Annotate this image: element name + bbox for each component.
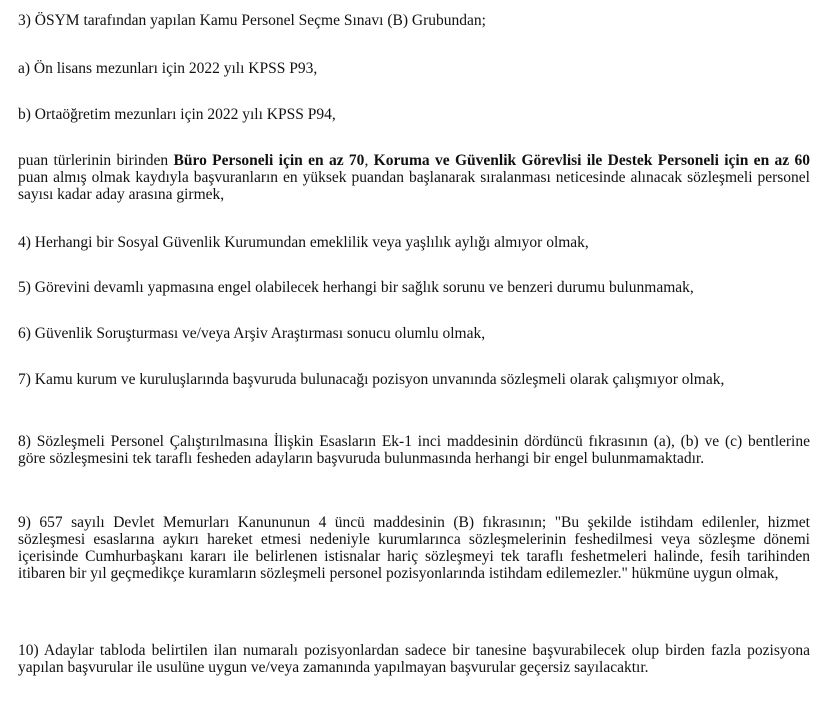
score-text-3: puan almış olmak kaydıyla başvuranların en yüksek puandan başlanarak sıralanması neticesinde alınacak sözleşmeli personel sayısı kadar aday arasına girmek, [18, 169, 810, 203]
score-office-staff: Büro Personeli için en az 70 [173, 152, 365, 169]
clause-score-requirement [18, 152, 810, 203]
clause-4: 4) Herhangi bir Sosyal Güvenlik Kurumundan emeklilik veya yaşlılık aylığı almıyor olmak, [18, 234, 589, 251]
score-security-support-staff: Koruma ve Güvenlik Görevlisi ile Destek Personeli için en az 60 [373, 152, 811, 169]
clause-10: 10) Adaylar tabloda belirtilen ilan numaralı pozisyonlardan sadece bir tanesine başvurabilecek olup birden fazla pozisyona yapılan başvurular ile usulüne uygun ve/veya zamanında yapılmayan başvurular geçersiz sayılacaktır. [18, 642, 810, 676]
clause-3: 3) ÖSYM tarafından yapılan Kamu Personel Seçme Sınavı (B) Grubundan; [18, 12, 486, 29]
clause-5: 5) Görevini devamlı yapmasına engel olabilecek herhangi bir sağlık sorunu ve benzeri durumu bulunmamak, [18, 279, 694, 296]
clause-9: 9) 657 sayılı Devlet Memurları Kanununun 4 üncü maddesinin (B) fıkrasının; "Bu şekilde istihdam edilenler, hizmet sözleşmesi esaslarına aykırı hareket etmesi nedeniyle kurumlarınca sözleşmelerinin feshedilmesi veya sözleşme dönemi içerisinde Cumhurbaşkanı kararı ile belirlenen istisnalar hariç sözleşmeyi tek taraflı feshetmeleri halinde, fesih tarihinden itibaren bir yıl geçmedikçe kuramların sözleşmeli personel pozisyonlarında istihdam edilemezler." hükmüne uygun olmak, [18, 514, 810, 582]
score-text-2: , [364, 152, 374, 169]
clause-3a: a) Ön lisans mezunları için 2022 yılı KPSS P93, [18, 60, 318, 77]
clause-3b: b) Ortaöğretim mezunları için 2022 yılı KPSS P94, [18, 106, 336, 123]
clause-7: 7) Kamu kurum ve kuruluşlarında başvuruda bulunacağı pozisyon unvanında sözleşmeli olarak çalışmıyor olmak, [18, 371, 725, 388]
clause-8: 8) Sözleşmeli Personel Çalıştırılmasına İlişkin Esasların Ek-1 inci maddesinin dördüncü fıkrasının (a), (b) ve (c) bentlerine göre sözleşmesini tek taraflı fesheden adayların başvuruda bulunmasında herhangi bir engel bulunmamaktadır. [18, 433, 810, 467]
score-text-1: puan türlerinin birinden [18, 152, 174, 169]
clause-6: 6) Güvenlik Soruşturması ve/veya Arşiv Araştırması sonucu olumlu olmak, [18, 325, 486, 342]
